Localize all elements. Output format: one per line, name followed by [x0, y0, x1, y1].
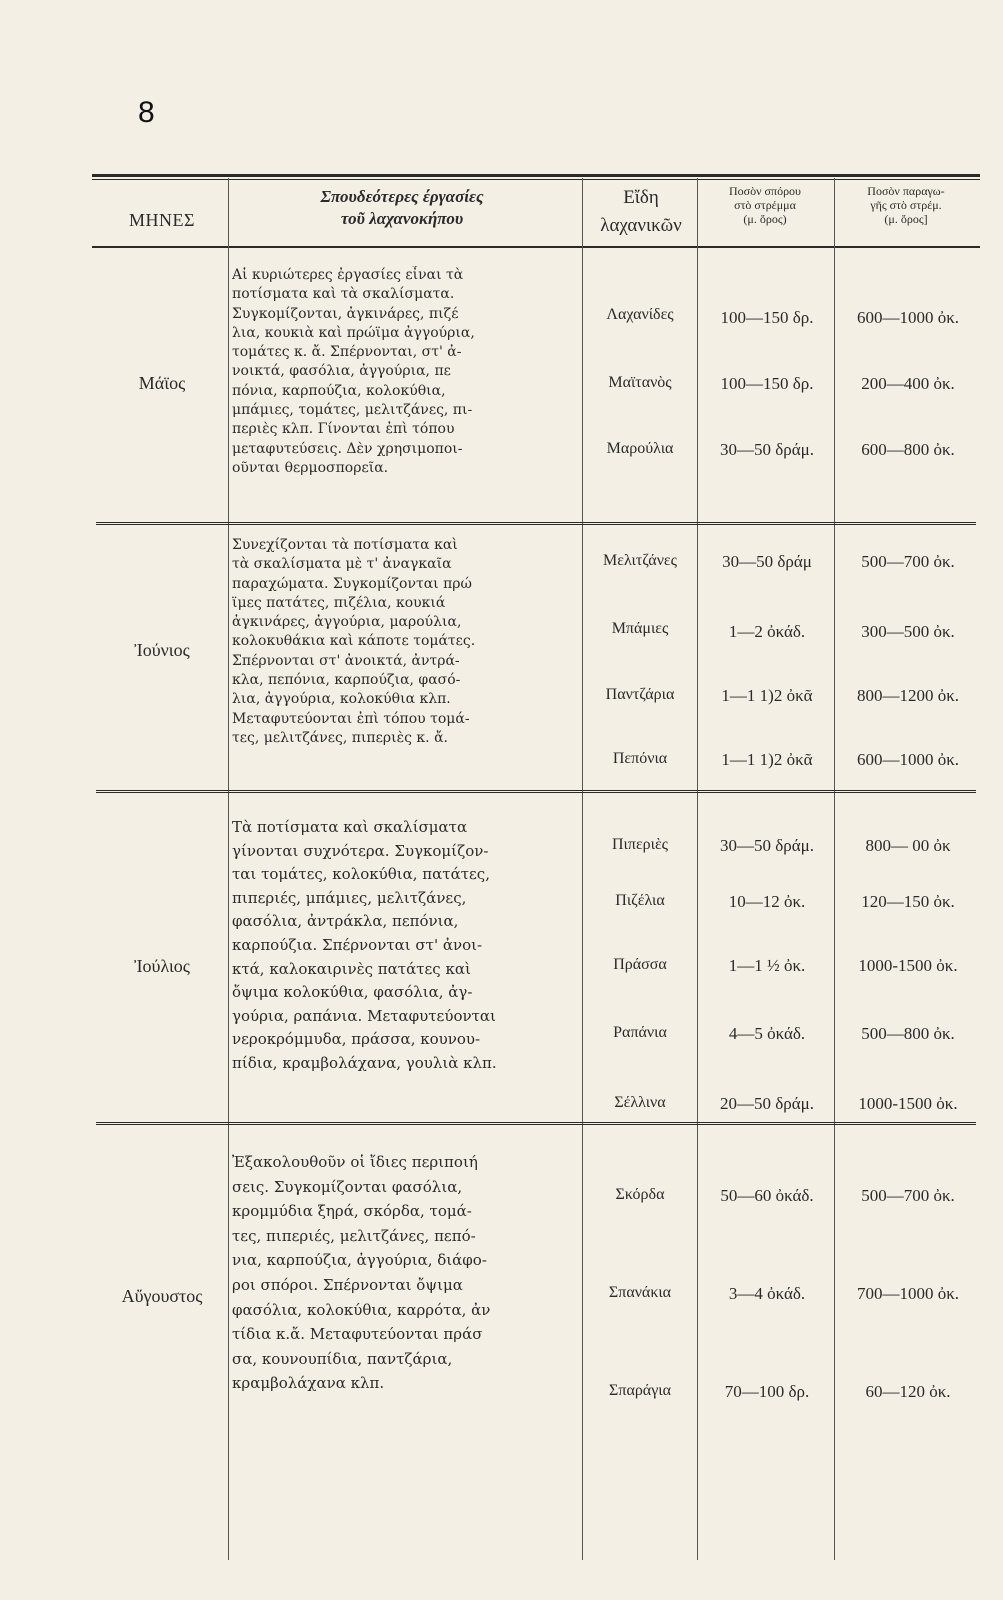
vegetable-kind: Σκόρδα	[615, 1186, 665, 1203]
work-line: περιὲς κλπ. Γίνονται ἐπὶ τόπου	[232, 421, 455, 438]
yield-amount: 500—800 ὀκ.	[861, 1024, 955, 1043]
vegetable-kind: Μαϊτανὸς	[608, 374, 672, 391]
seed-amount: 1—1 1)2 ὀκᾶ	[721, 686, 813, 705]
header-yield-line2: γῆς στὸ στρέμ.	[870, 198, 942, 212]
yield-amount: 500—700 ὀκ.	[861, 1186, 955, 1205]
work-line: ποτίσματα καὶ τὰ σκαλίσματα.	[232, 286, 455, 303]
section-divider	[96, 1124, 976, 1125]
top-rule	[92, 174, 980, 177]
header-kind-line2: λαχανικῶν	[600, 215, 682, 236]
seed-amount: 30—50 δράμ.	[719, 440, 814, 459]
vegetable-kind: Παντζάρια	[605, 686, 675, 703]
work-line: λια, ἀγγούρια, κολοκύθια κλπ.	[232, 691, 451, 708]
header-rule	[92, 246, 980, 248]
work-line: γούρια, ραπάνια. Μεταφυτεύονται	[232, 1006, 496, 1025]
seed-amount: 1—1 ½ ὀκ.	[728, 956, 806, 975]
yield-amount: 60—120 ὀκ.	[865, 1382, 951, 1401]
work-line: καρπούζια. Σπέρνονται στ' ἀνοι-	[232, 935, 483, 954]
work-line: πιπεριές, μπάμιες, μελιτζάνες,	[232, 888, 467, 907]
header-kind	[588, 184, 694, 240]
work-line: κρομμύδια ξηρά, σκόρδα, τομά-	[232, 1202, 472, 1221]
work-line: μεταφυτεύσεις. Δὲν χρησιμοποι-	[232, 440, 463, 457]
yield-amount: 500—700 ὀκ.	[861, 552, 955, 571]
vegetable-kind: Ραπάνια	[613, 1024, 667, 1041]
yield-amount: 300—500 ὀκ.	[861, 622, 955, 641]
header-work-line2: τοῦ λαχανοκήπου	[340, 209, 464, 228]
work-line: τὰ σκαλίσματα μὲ τ' ἀναγκαῖα	[232, 556, 452, 573]
section-divider	[96, 524, 976, 525]
work-line: Μεταφυτεύονται ἐπὶ τόπου τομά-	[232, 710, 470, 727]
header-seed-line1: Ποσὸν σπόρου	[728, 184, 802, 198]
work-line: σεις. Συγκομίζονται φασόλια,	[232, 1177, 463, 1196]
work-line: τες, πιπεριές, μελιτζάνες, πεπό-	[232, 1226, 476, 1245]
work-description	[232, 266, 577, 478]
header-months: ΜΗΝΕΣ	[129, 210, 195, 230]
column-separator	[834, 178, 835, 1560]
yield-amount: 600—800 ὀκ.	[861, 440, 955, 459]
yield-amount: 120—150 ὀκ.	[861, 892, 955, 911]
vegetable-kind: Μπάμιες	[611, 620, 669, 637]
seed-amount: 100—150 δρ.	[720, 374, 814, 393]
seed-amount: 1—2 ὀκάδ.	[728, 622, 806, 641]
header-seed-line2: στὸ στρέμμα	[734, 198, 796, 212]
work-line: ται τομάτες, κολοκύθια, πατάτες,	[232, 865, 490, 884]
work-line: νεροκρόμμυδα, πράσσα, κουνου-	[232, 1030, 481, 1049]
seed-amount: 50—60 ὀκάδ.	[720, 1186, 814, 1205]
yield-amount: 1000-1500 ὀκ.	[858, 956, 958, 975]
work-line: τομάτες κ. ἄ. Σπέρνονται, στ' ἀ-	[232, 344, 462, 361]
work-line: μπάμιες, τομάτες, μελιτζάνες, πι-	[232, 402, 473, 419]
work-line: ἀγκινάρες, ἀγγούρια, μαρούλια,	[232, 614, 462, 631]
work-line: ροι σπόροι. Σπέρνονται ὄψιμα	[232, 1275, 463, 1294]
work-line: ὄψιμα κολοκύθια, φασόλια, ἀγ-	[232, 983, 473, 1002]
work-line: νια, καρπούζια, ἀγγούρια, διάφο-	[232, 1251, 487, 1270]
work-line: πόνια, καρπούζια, κολοκύθια,	[232, 382, 446, 399]
work-line: φασόλια, κολοκύθια, καρρότα, ἀν	[232, 1300, 491, 1319]
work-line: κολοκυθάκια καὶ κάποτε τομάτες.	[232, 633, 476, 650]
yield-amount: 600—1000 ὀκ.	[856, 750, 960, 769]
work-line: τίδια κ.ἄ. Μεταφυτεύονται πράσ	[232, 1325, 483, 1344]
header-work	[232, 186, 572, 230]
month-label: Αὔγουστος	[121, 1286, 203, 1306]
seed-amount: 20—50 δράμ.	[719, 1094, 814, 1113]
section-divider	[96, 1122, 976, 1123]
work-line: ϊμες πατάτες, πιζέλια, κουκιά	[232, 594, 446, 611]
header-seed	[700, 184, 830, 226]
yield-amount: 1000-1500 ὀκ.	[858, 1094, 958, 1113]
vegetable-kind: Σέλλινα	[614, 1094, 666, 1111]
top-rule-thin	[92, 179, 980, 180]
vegetable-kind: Σπαράγια	[609, 1382, 671, 1399]
vegetable-kind: Πιπεριὲς	[612, 836, 668, 853]
vegetable-kind: Μελιτζάνες	[603, 552, 677, 569]
work-line: γίνονται συχνότερα. Συγκομίζον-	[232, 841, 489, 860]
work-description	[232, 536, 577, 748]
header-work-line1: Σπουδεότερες έργασίες	[320, 187, 484, 206]
page-number: 8	[138, 96, 155, 129]
work-line: Συγκομίζονται, ἀγκινάρες, πιζέ	[232, 305, 459, 322]
seed-amount: 30—50 δράμ.	[719, 836, 814, 855]
column-separator	[582, 178, 583, 1560]
month-label: Ἰούλιος	[134, 956, 190, 976]
seed-amount: 100—150 δρ.	[720, 308, 814, 327]
seed-amount: 3—4 ὀκάδ.	[728, 1284, 806, 1303]
vegetable-kind: Λαχανίδες	[606, 306, 674, 323]
seed-amount: 70—100 δρ.	[724, 1382, 810, 1401]
yield-amount: 800— 00 ὀκ	[865, 836, 951, 855]
yield-amount: 700—1000 ὀκ.	[856, 1284, 960, 1303]
vegetable-kind: Μαρούλια	[606, 440, 674, 457]
column-separator	[228, 178, 229, 1560]
vegetable-kind: Πεπόνια	[612, 750, 668, 767]
work-line: κτά, καλοκαιρινὲς πατάτες καὶ	[232, 959, 471, 978]
seed-amount: 1—1 1)2 ὀκᾶ	[721, 750, 813, 769]
vegetable-kind: Σπανάκια	[608, 1284, 672, 1301]
yield-amount: 600—1000 ὀκ.	[856, 308, 960, 327]
header-yield-line1: Ποσὸν παραγω-	[867, 184, 945, 198]
vegetable-kind: Πιζέλια	[615, 892, 665, 909]
work-line: κλα, πεπόνια, καρπούζια, φασό-	[232, 672, 461, 689]
work-line: φασόλια, ἀντράκλα, πεπόνια,	[232, 912, 459, 931]
work-line: οῦνται θερμοσπορεῖα.	[232, 459, 389, 476]
seed-amount: 30—50 δράμ	[722, 552, 812, 571]
work-description	[232, 816, 577, 1076]
vegetable-kind: Πράσσα	[613, 956, 667, 973]
work-line: κραμβολάχανα κλπ.	[232, 1374, 385, 1393]
seed-amount: 4—5 ὀκάδ.	[728, 1024, 806, 1043]
work-line: Σπέρνονται στ' ἀνοικτά, ἀντρά-	[232, 652, 460, 669]
month-label: Ἰούνιος	[134, 640, 190, 660]
header-yield-line3: (μ. ὅρος]	[884, 212, 928, 226]
work-line: νοικτά, φασόλια, ἀγγούρια, πε	[232, 363, 451, 380]
work-line: Τὰ ποτίσματα καὶ σκαλίσματα	[232, 818, 468, 836]
header-kind-line1: Εἴδη	[623, 187, 659, 208]
section-divider	[96, 522, 976, 523]
work-line: Ἐξακολουθοῦν οἱ ἴδιες περιποιή	[232, 1153, 478, 1171]
work-description	[232, 1150, 577, 1396]
work-line: παραχώματα. Συγκομίζονται πρώ	[232, 575, 472, 592]
work-line: τες, μελιτζάνες, πιπεριὲς κ. ἄ.	[232, 729, 448, 746]
work-line: σα, κουνουπίδια, παντζάρια,	[232, 1349, 453, 1368]
column-separator	[697, 178, 698, 1560]
seed-amount: 10—12 ὀκ.	[728, 892, 806, 911]
section-divider	[96, 792, 976, 793]
work-line: Συνεχίζονται τὰ ποτίσματα καὶ	[232, 537, 458, 553]
section-divider	[96, 790, 976, 791]
work-line: πίδια, κραμβολάχανα, γουλιὰ κλπ.	[232, 1053, 497, 1072]
yield-amount: 200—400 ὀκ.	[861, 374, 955, 393]
work-line: Αἱ κυριώτερες ἐργασίες εἶναι τὰ	[232, 267, 464, 283]
header-yield	[836, 184, 976, 226]
yield-amount: 800—1200 ὀκ.	[856, 686, 960, 705]
header-seed-line3: (μ. ὅρος)	[743, 212, 787, 226]
work-line: λια, κουκιὰ καὶ πρώϊμα ἀγγούρια,	[232, 324, 475, 341]
month-label: Μάϊος	[138, 373, 186, 393]
